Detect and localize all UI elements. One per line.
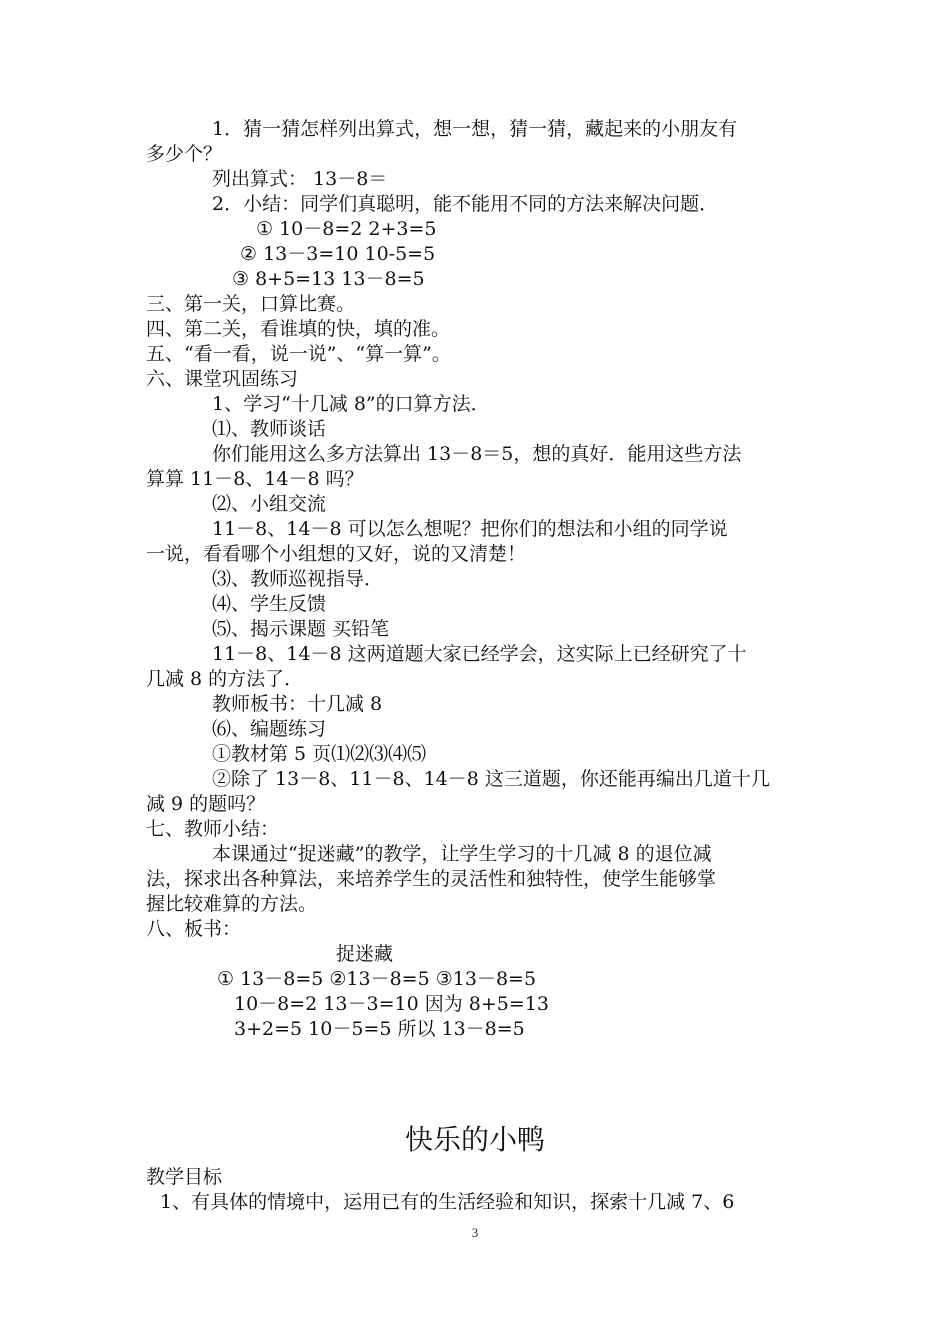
section-heading: 六、课堂巩固练习 [146, 368, 299, 390]
text-line: 算算 11－8、14－8 吗？ [146, 468, 364, 490]
text-line: 11－8、14－8 这两道题大家已经学会，这实际上已经研究了十 [212, 643, 747, 665]
text-line: 列出算式： 13－8＝ [212, 168, 388, 190]
text-line: 法，探求出各种算法，来培养学生的灵活性和独特性，使学生能够掌 [146, 868, 717, 890]
board-line: 3+2=5 10－5=5 所以 13－8=5 [234, 1018, 525, 1040]
text-line: 减 9 的题吗？ [146, 793, 266, 815]
text-line: ① 10－8=2 2+3=5 [256, 218, 437, 240]
section-heading: 七、教师小结： [146, 818, 280, 840]
text-line: 你们能用这么多方法算出 13－8＝5，想的真好．能用这些方法 [212, 443, 742, 465]
text-line: 2．小结：同学们真聪明，能不能用不同的方法来解决问题． [212, 193, 719, 215]
section-heading: 八、板书： [146, 918, 242, 940]
text-line: ⑵、小组交流 [212, 493, 327, 515]
text-line: ⑴、教师谈话 [212, 418, 327, 440]
board-title: 捉迷藏 [336, 943, 394, 965]
text-line: 多少个？ [146, 143, 223, 165]
text-line: ⑷、学生反馈 [212, 593, 327, 615]
text-line: 1．猜一猜怎样列出算式，想一想，猜一猜，藏起来的小朋友有 [212, 118, 738, 140]
text-line: 11－8、14－8 可以怎么想呢？把你们的想法和小组的同学说 [212, 518, 728, 540]
text-line: 1、学习“十几减 8”的口算方法． [212, 393, 490, 415]
section-title: 快乐的小鸭 [404, 1123, 545, 1156]
text-line: ⑶、教师巡视指导． [212, 568, 384, 590]
section-heading: 三、第一关，口算比赛。 [146, 293, 356, 315]
text-line: ⑸、揭示课题 买铅笔 [212, 618, 390, 640]
board-line: 10－8=2 13－3=10 因为 8+5=13 [234, 993, 549, 1015]
section-heading: 五、“看一看，说一说”、“算一算”。 [146, 343, 451, 365]
section-heading: 教学目标 [146, 1166, 223, 1188]
board-line: ① 13－8=5 ②13－8=5 ③13－8=5 [217, 968, 537, 990]
text-line: ② 13－3=10 10-5=5 [240, 243, 436, 265]
text-line: 1、有具体的情境中，运用已有的生活经验和知识，探索十几减 7、6 [160, 1191, 735, 1213]
text-line: ⑹、编题练习 [212, 718, 327, 740]
text-line: 几减 8 的方法了． [146, 668, 304, 690]
text-line: 握比较难算的方法。 [146, 893, 318, 915]
text-line: 本课通过“捉迷藏”的教学，让学生学习的十几减 8 的退位减 [212, 843, 712, 865]
text-line: 一说，看看哪个小组想的又好，说的又清楚！ [146, 543, 527, 565]
text-line: ②除了 13－8、11－8、14－8 这三道题，你还能再编出几道十几 [212, 768, 770, 790]
section-heading: 四、第二关，看谁填的快，填的准。 [146, 318, 451, 340]
text-line: ①教材第 5 页⑴⑵⑶⑷⑸ [212, 743, 427, 765]
page-number: 3 [471, 1225, 479, 1240]
text-line: 教师板书：十几减 8 [212, 693, 383, 715]
text-line: ③ 8+5=13 13－8=5 [232, 268, 425, 290]
